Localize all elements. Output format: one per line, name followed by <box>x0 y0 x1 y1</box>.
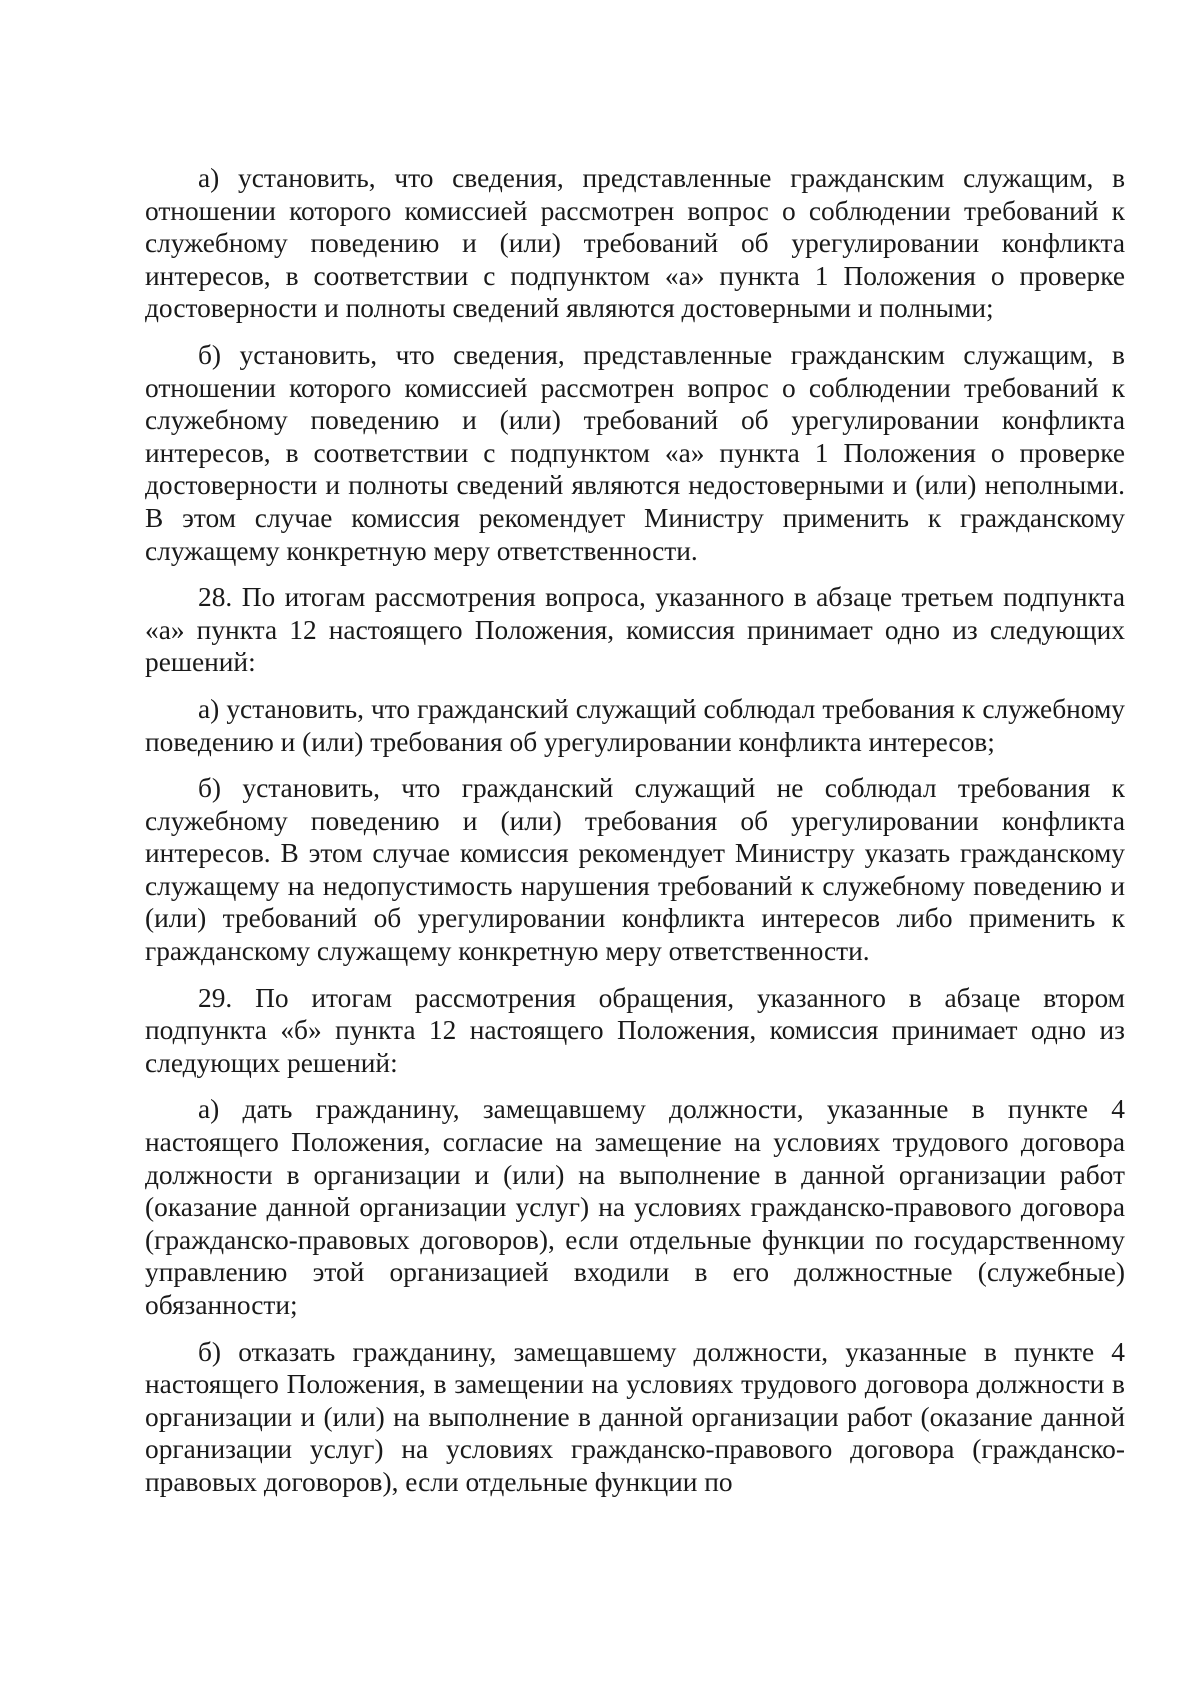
paragraph-28b: б) установить, что гражданский служащий не соблюдал требования к служебному поведению и (или) требования об урегулировании конфликта интересов. В этом случае комиссия рекомендует Министру указать гражданскому служащему на недопустимость нарушения требований к служебному поведению и (или) требований об урегулировании конфликта интересов либо применить к гражданскому служащему конкретную меру ответственности. <box>145 773 1125 967</box>
paragraph-29a: а) дать гражданину, замещавшему должности, указанные в пункте 4 настоящего Положения, согласие на замещение на условиях трудового договора должности в организации и (или) на выполнение в данной организации работ (оказание данной организации услуг) на условиях гражданско-правового договора (гражданско-правовых договоров), если отдельные функции по государственному управлению этой организацией входили в его должностные (служебные) обязанности; <box>145 1094 1125 1320</box>
paragraph-28: 28. По итогам рассмотрения вопроса, указанного в абзаце третьем подпункта «а» пункта 12 настоящего Положения, комиссия принимает одно из следующих решений: <box>145 582 1125 678</box>
paragraph-27b: б) установить, что сведения, представленные гражданским служащим, в отношении которого комиссией рассмотрен вопрос о соблюдении требований к служебному поведению и (или) требований об урегулировании конфликта интересов, в соответствии с подпунктом «а» пункта 1 Положения о проверке достоверности и полноты сведений являются недостоверными и (или) неполными. В этом случае комиссия рекомендует Министру применить к гражданскому служащему конкретную меру ответственности. <box>145 339 1125 566</box>
paragraph-29b: б) отказать гражданину, замещавшему должности, указанные в пункте 4 настоящего Положения, в замещении на условиях трудового договора должности в организации и (или) на выполнение в данной организации работ (оказание данной организации услуг) на условиях гражданско-правового договора (гражданско-правовых договоров), если отдельные функции по <box>145 1336 1125 1497</box>
paragraph-29: 29. По итогам рассмотрения обращения, указанного в абзаце втором подпункта «б» пункта 12 настоящего Положения, комиссия принимает одно из следующих решений: <box>145 982 1125 1078</box>
paragraph-28a: а) установить, что гражданский служащий соблюдал требования к служебному поведению и (или) требования об урегулировании конфликта интересов; <box>145 693 1125 757</box>
paragraph-27a: а) установить, что сведения, представленные гражданским служащим, в отношении которого комиссией рассмотрен вопрос о соблюдении требований к служебному поведению и (или) требований об урегулировании конфликта интересов, в соответствии с подпунктом «а» пункта 1 Положения о проверке достоверности и полноты сведений являются достоверными и полными; <box>145 163 1125 324</box>
